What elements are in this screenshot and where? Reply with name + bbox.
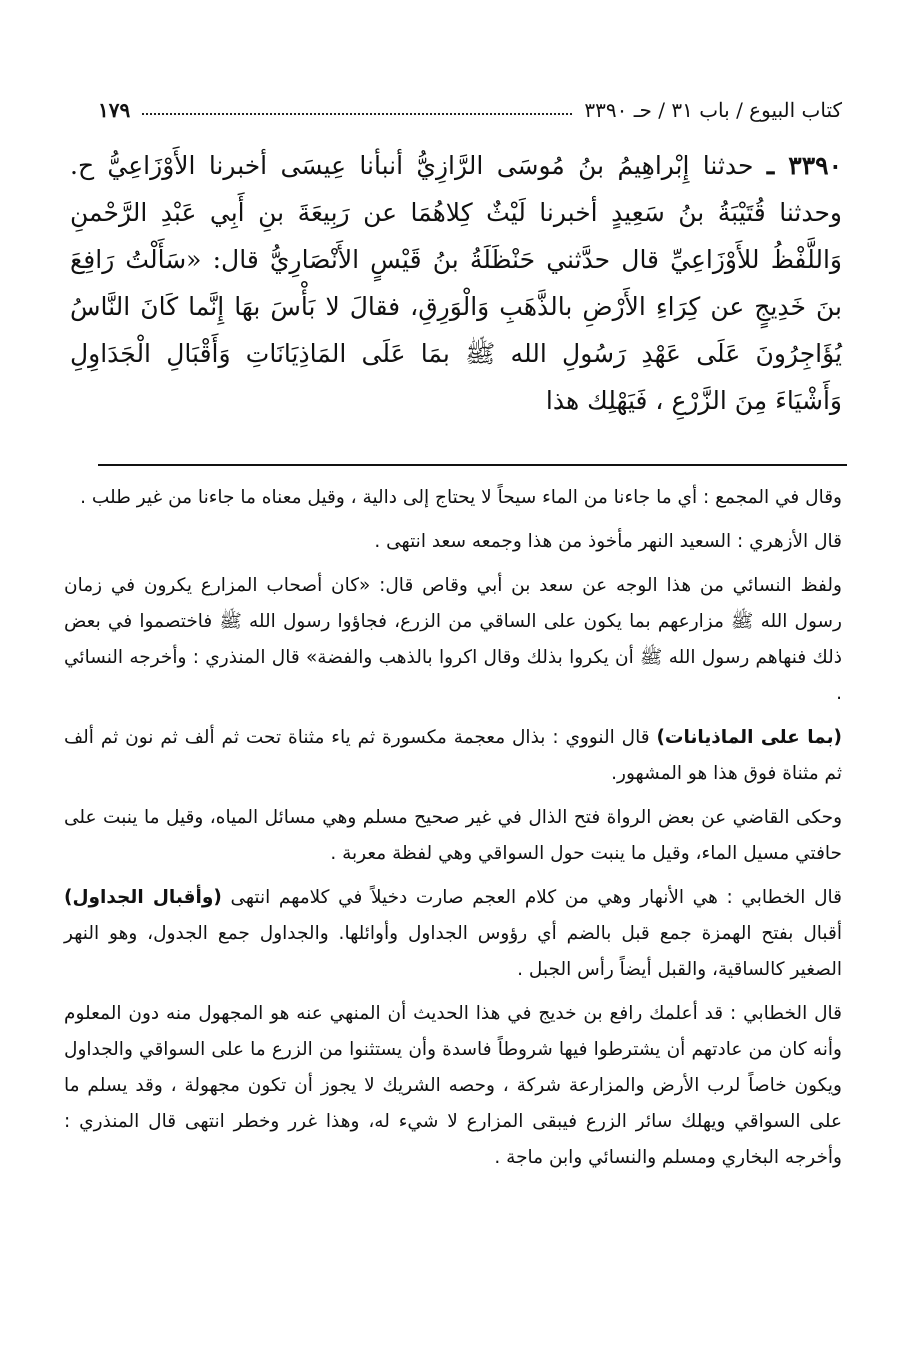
hadith-number: ٣٣٩٠ ـ (766, 151, 843, 180)
commentary-text: وحكى القاضي عن بعض الرواة فتح الذال في غير صحيح مسلم وهي مسائل المياه، وقيل ما ينبت على حافتي مسيل الماء، وقيل ما ينبت حول السواقي وهي لفظة معربة . (64, 807, 842, 864)
page-header (98, 86, 842, 122)
commentary-text: وقال في المجمع : أي ما جاءنا من الماء سيحاً لا يحتاج إلى دالية ، وقيل معناه ما جاءنا من غير طلب . (80, 487, 842, 508)
commentary-paragraph (64, 880, 842, 988)
hadith-body: حدثنا إِبْراهِيمُ بنُ مُوسَى الرَّازِيُّ أنبأنا عِيسَى أخبرنا الأَوْزَاعِيُّ ح. وحدثنا قُتَيْبَةُ بنُ سَعِيدٍ أخبرنا لَيْثٌ كِلاهُمَا عن رَبِيعَةَ بنِ أَبِي عَبْدِ الرَّحْمنِ وَاللَّفْظُ للأَوْزَاعِيِّ قال حدَّثني حَنْظَلَةُ بنُ قَيْسٍ الأَنْصَارِيُّ قال: «سَأَلْتُ رَافِعَ بنَ خَدِيجٍ عن كِرَاءِ الأَرْضِ بالذَّهَبِ وَالْوَرِقِ، فقالَ لا بَأْسَ بهَا إِنَّما كَانَ النَّاسُ يُؤَاجِرُونَ عَلَى عَهْدِ رَسُولِ الله ﷺ بمَا عَلَى المَاذِيَانَاتِ وَأَقْبَالِ الْجَدَاوِلِ وَأَشْيَاءَ مِنَ الزَّرْعِ ، فَيَهْلِك هذا (70, 151, 842, 415)
commentary-paragraph (64, 568, 842, 712)
commentary-text: قال الخطابي : هي الأنهار وهي من كلام العجم صارت دخيلاً في كلامهم انتهى (221, 887, 842, 908)
running-title: كتاب البيوع / باب ٣١ / حـ ٣٣٩٠ (584, 98, 842, 122)
dotted-leader (142, 113, 572, 115)
page-number: ١٧٩ (98, 98, 131, 122)
commentary-paragraph (64, 720, 842, 792)
commentary-text: ولفظ النسائي من هذا الوجه عن سعد بن أبي وقاص قال: «كان أصحاب المزارع يكرون في زمان رسول الله ﷺ مزارعهم بما يكون على الساقي من الزرع، فجاؤوا رسول الله ﷺ فاختصموا في بعض ذلك فنهاهم رسول الله ﷺ أن يكروا بذلك وقال اكروا بالذهب والفضة» قال المنذري : وأخرجه النسائي . (64, 575, 842, 704)
commentary-text: قال الأزهري : السعيد النهر مأخوذ من هذا وجمعه سعد انتهى . (374, 531, 842, 552)
commentary-text: قال الخطابي : قد أعلمك رافع بن خديج في هذا الحديث أن المنهي عنه هو المجهول منه دون المعلوم وأنه كان من عادتهم أن يشترطوا فيها شروطاً فاسدة وأن يستثنوا من الزرع ما على السواقي والجداول ويكون خاصاً لرب الأرض والمزارعة شركة ، وحصه الشريك لا يجوز أن تكون مجهولة ، وقد يسلم ما على السواقي ويهلك سائر الزرع فيبقى المزارع لا شيء له، وهذا غرر وخطر انتهى قال المنذري : وأخرجه البخاري ومسلم والنسائي وابن ماجة . (64, 1003, 842, 1168)
commentary-paragraph (64, 996, 842, 1176)
footnote-separator (98, 464, 847, 466)
commentary-paragraph (64, 480, 842, 516)
commentary-paragraph (64, 524, 842, 560)
commentary (64, 480, 842, 1184)
hadith-text (70, 142, 842, 424)
commentary-heading: (وأقبال الجداول) (64, 887, 222, 908)
commentary-text: أقبال بفتح الهمزة جمع قبل بالضم أي رؤوس الجداول وأوائلها. والجداول جمع الجدول، وهو النهر الصغير كالساقية، والقبل أيضاً رأس الجبل . (64, 923, 842, 980)
commentary-heading: (بما على الماذيانات) (656, 727, 842, 748)
commentary-paragraph (64, 800, 842, 872)
commentary-text: قال النووي : بذال معجمة مكسورة ثم ياء مثناة تحت ثم ألف ثم نون ثم ألف ثم مثناة فوق هذا هو المشهور. (64, 727, 842, 784)
